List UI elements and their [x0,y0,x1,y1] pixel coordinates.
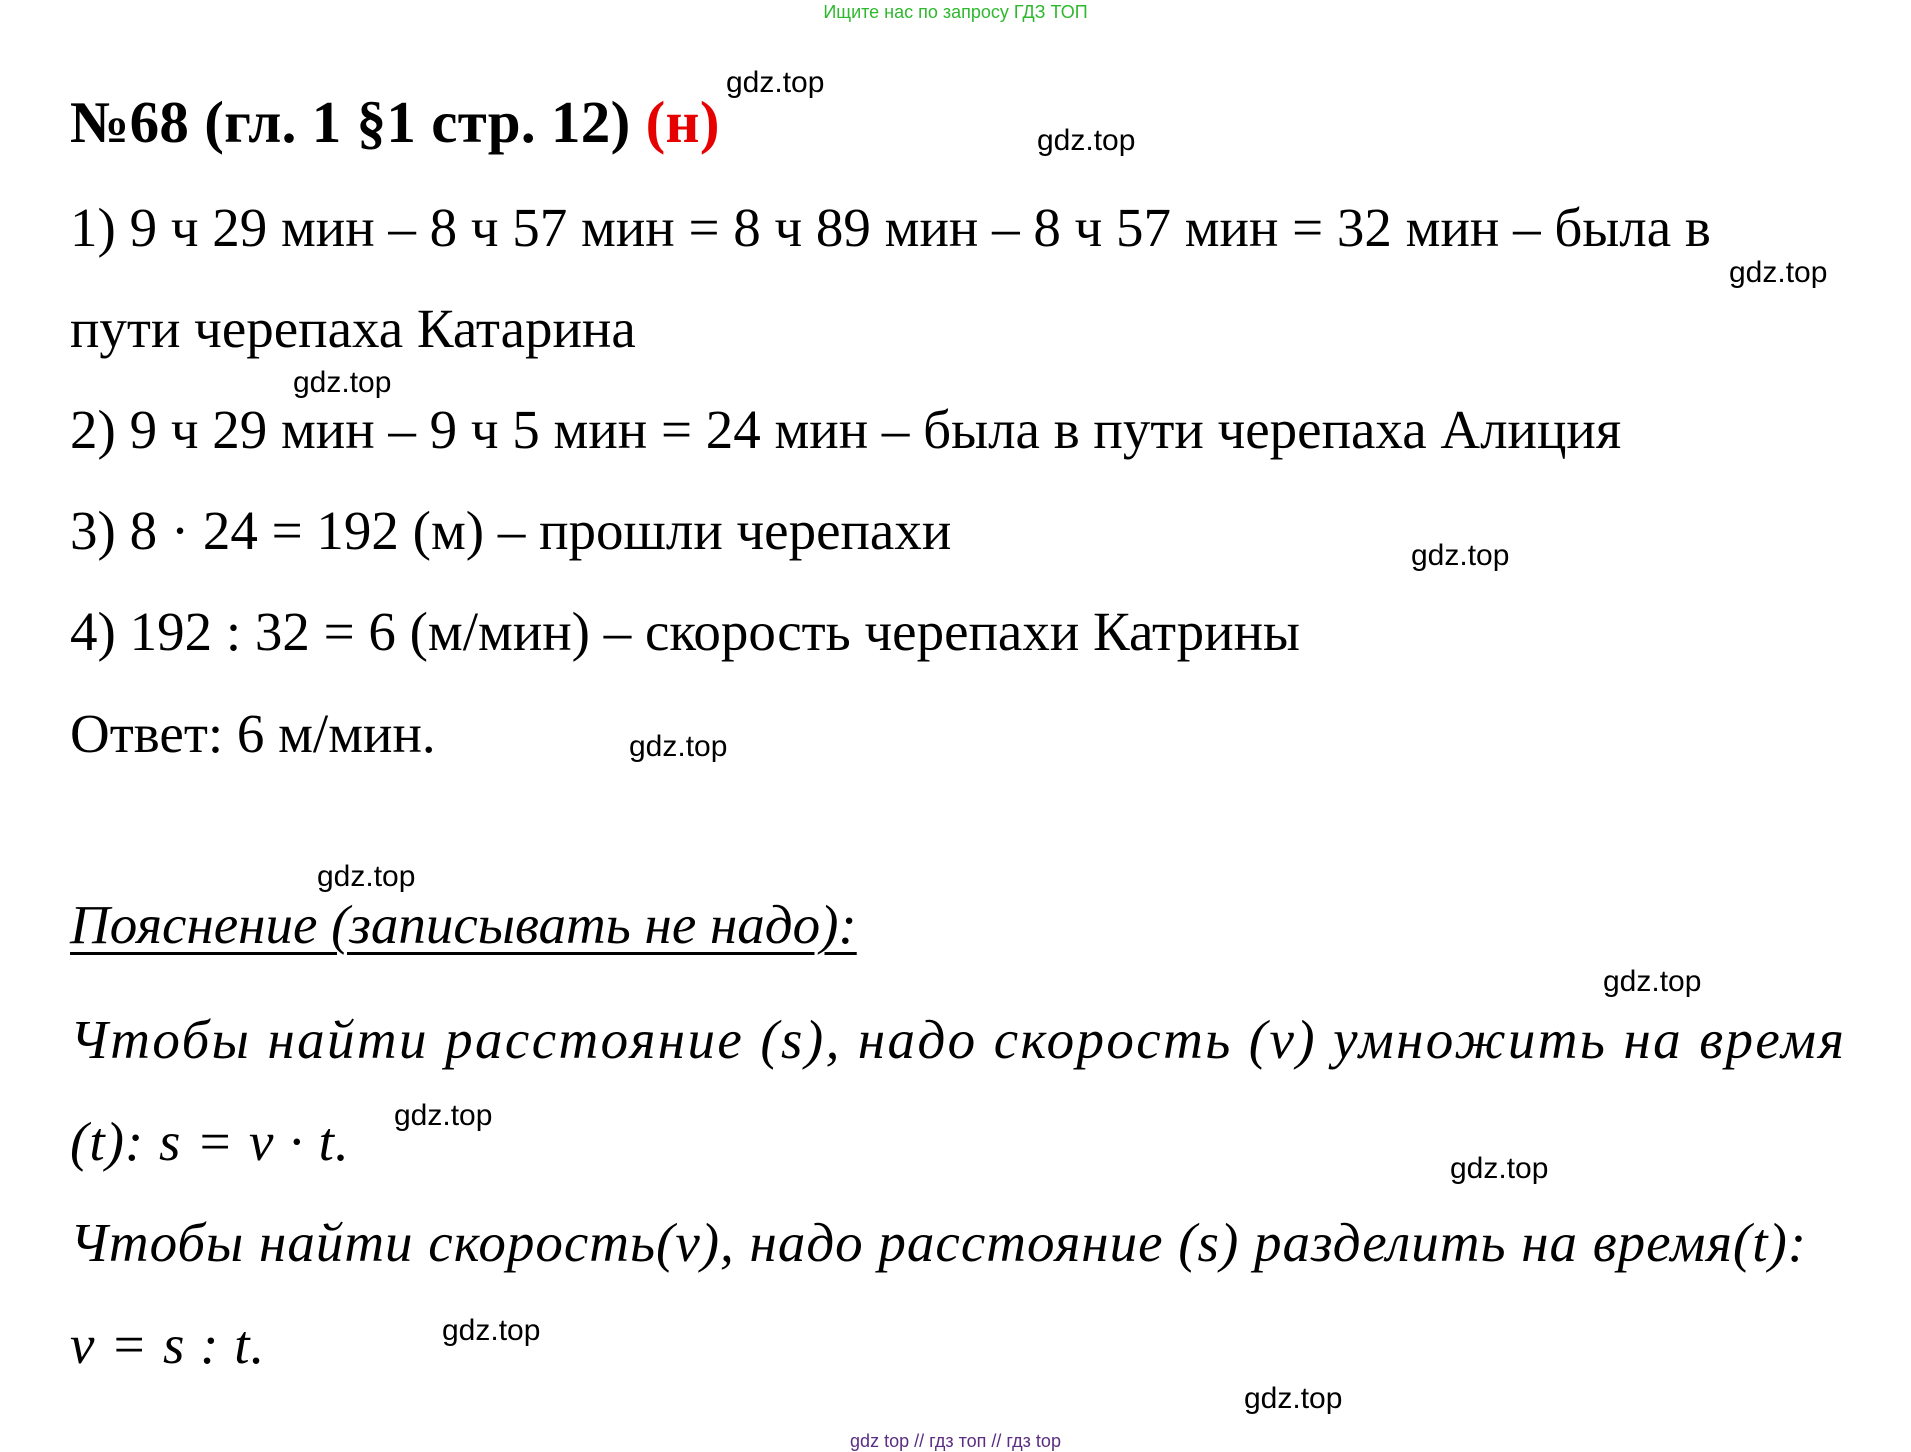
problem-title-mark: (н) [645,89,720,155]
solution-step-1: 1) 9 ч 29 мин – 8 ч 57 мин = 8 ч 89 мин – 8 ч 57 мин = 32 мин – была в [70,197,1711,258]
watermark: gdz.top [442,1314,541,1347]
answer-line: Ответ: 6 м/мин. [70,703,436,764]
explanation-heading: Пояснение (записывать не надо): [70,894,857,955]
watermark: gdz.top [317,860,416,893]
solution-step-1-continued: пути черепаха Катарина [70,298,636,359]
problem-title-text: №68 (гл. 1 §1 стр. 12) [70,89,646,155]
watermark: gdz.top [1411,539,1510,572]
bottom-banner: gdz top // гдз топ // гдз top [850,1431,1061,1451]
solution-step-2: 2) 9 ч 29 мин – 9 ч 5 мин = 24 мин – была в пути черепаха Алиция [70,399,1622,460]
watermark: gdz.top [1244,1382,1343,1415]
watermark: gdz.top [1729,256,1828,289]
explanation-rule-1-formula: (t): s = v · t. [70,1111,350,1172]
watermark: gdz.top [1603,965,1702,998]
watermark: gdz.top [1450,1152,1549,1185]
solution-step-4: 4) 192 : 32 = 6 (м/мин) – скорость черепахи Катрины [70,601,1300,662]
problem-title [70,88,720,157]
watermark: gdz.top [293,366,392,399]
watermark: gdz.top [629,730,728,763]
top-banner: Ищите нас по запросу ГДЗ ТОП [823,2,1088,22]
explanation-rule-1: Чтобы найти расстояние (s), надо скорость (v) умножить на время [70,1009,1847,1070]
watermark: gdz.top [394,1099,493,1132]
solution-step-3: 3) 8 · 24 = 192 (м) – прошли черепахи [70,500,952,561]
watermark: gdz.top [1037,124,1136,157]
explanation-rule-2-formula: v = s : t. [70,1314,266,1375]
explanation-rule-2: Чтобы найти скорость(v), надо расстояние (s) разделить на время(t): [70,1212,1808,1273]
watermark: gdz.top [726,66,825,99]
